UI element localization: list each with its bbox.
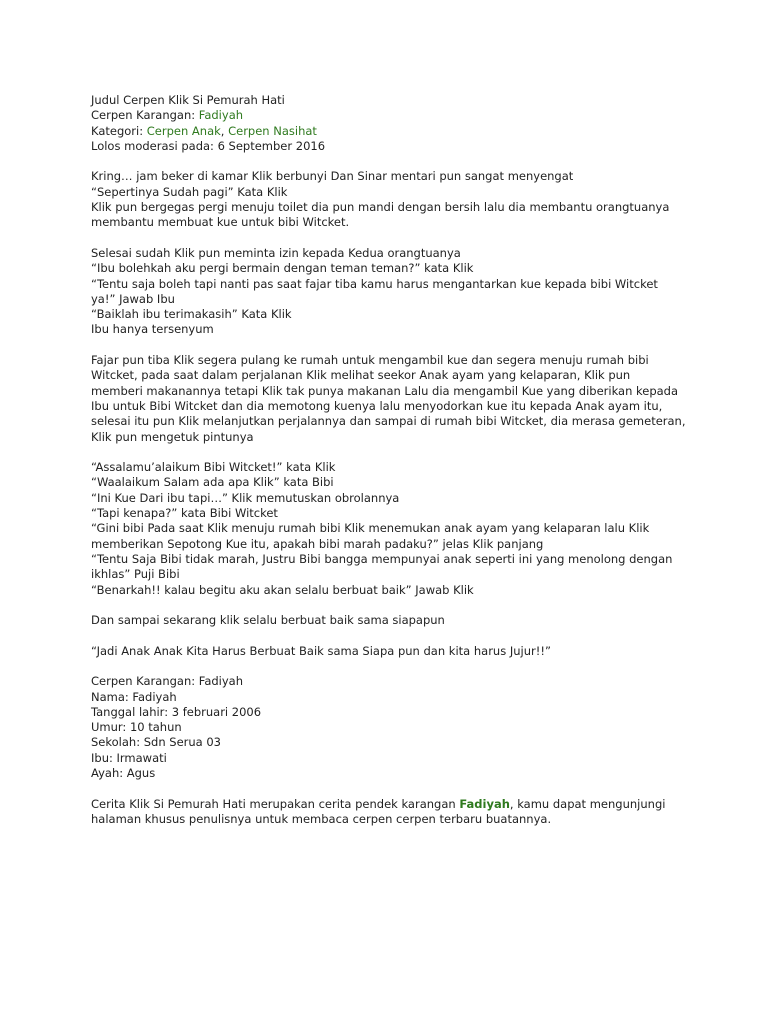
story-header: [91, 93, 691, 154]
footer-author-link[interactable]: Fadiyah: [459, 796, 510, 811]
category-separator: ,: [220, 123, 229, 138]
story-paragraph-2: [91, 246, 691, 338]
paragraph-gap: [91, 338, 691, 353]
author-line: [91, 108, 691, 123]
bio-line: Umur: 10 tahun: [91, 720, 182, 735]
author-link[interactable]: Fadiyah: [198, 108, 244, 123]
bio-line: Ayah: Agus: [91, 766, 156, 781]
category-label: Kategori:: [91, 123, 147, 138]
story-line: ya!” Jawab Ibu: [91, 291, 175, 306]
footer-line-2: halaman khusus penulisnya untuk membaca cerpen cerpen terbaru buatannya.: [91, 811, 552, 826]
paragraph-gap: [91, 781, 691, 796]
story-paragraph-5: Dan sampai sekarang klik selalu berbuat baik sama siapapun: [91, 613, 445, 628]
footer-text-before: Cerita Klik Si Pemurah Hati merupakan cerita pendek karangan: [91, 796, 460, 811]
category-link-anak[interactable]: Cerpen Anak: [146, 123, 221, 138]
author-label: Cerpen Karangan:: [91, 108, 199, 123]
footer-line-1: [91, 797, 691, 812]
category-link-nasihat[interactable]: Cerpen Nasihat: [228, 123, 317, 138]
category-line: [91, 124, 691, 139]
moderation-date-line: Lolos moderasi pada: 6 September 2016: [91, 138, 326, 153]
story-line: Ibu untuk Bibi Witcket dan dia memotong kuenya lalu menyodorkan kue itu kepada Anak ayam itu,: [91, 398, 663, 413]
story-paragraph-3: [91, 353, 691, 445]
bio-line: Cerpen Karangan: Fadiyah: [91, 674, 244, 689]
story-line: “Baiklah ibu terimakasih” Kata Klik: [91, 307, 292, 322]
bio-line: Tanggal lahir: 3 februari 2006: [91, 704, 262, 719]
story-line: Klik pun bergegas pergi menuju toilet dia pun mandi dengan bersih lalu dia membantu orangtuanya: [91, 200, 670, 215]
story-line: “Gini bibi Pada saat Klik menuju rumah bibi Klik menemukan anak ayam yang kelaparan lalu Klik: [91, 521, 650, 536]
story-line: Klik pun mengetuk pintunya: [91, 429, 254, 444]
story-line: “Tapi kenapa?” kata Bibi Witcket: [91, 506, 278, 521]
footer-text-after: , kamu dapat mengunjungi: [509, 796, 666, 811]
story-line: memberi makanannya tetapi Klik tak punya makanan Lalu dia mengambil Kue yang diberikan kepada: [91, 383, 679, 398]
story-line: Witcket, pada saat dalam perjalanan Klik melihat seekor Anak ayam yang kelaparan, Klik pun: [91, 368, 631, 383]
bio-line: Ibu: Irmawati: [91, 750, 167, 765]
paragraph-gap: [91, 445, 691, 460]
story-line: ikhlas” Puji Bibi: [91, 567, 180, 582]
story-line: membantu membuat kue untuk bibi Witcket.: [91, 215, 350, 230]
story-line: “Waalaikum Salam ada apa Klik” kata Bibi: [91, 475, 334, 490]
paragraph-gap: [91, 659, 691, 674]
story-line: Kring… jam beker di kamar Klik berbunyi Dan Sinar mentari pun sangat menyengat: [91, 169, 574, 184]
story-paragraph-1: [91, 169, 691, 230]
story-line: “Tentu saja boleh tapi nanti pas saat fajar tiba kamu harus mengantarkan kue kepada bibi Witcket: [91, 276, 658, 291]
paragraph-gap: [91, 628, 691, 643]
paragraph-gap: [91, 231, 691, 246]
story-line: “Ini Kue Dari ibu tapi…” Klik memutuskan obrolannya: [91, 490, 400, 505]
paragraph-gap: [91, 598, 691, 613]
bio-line: Sekolah: Sdn Serua 03: [91, 735, 221, 750]
paragraph-gap: [91, 154, 691, 169]
story-line: “Benarkah!! kalau begitu aku akan selalu berbuat baik” Jawab Klik: [91, 582, 474, 597]
story-line: selesai itu pun Klik melanjutkan perjalannya dan sampai di rumah bibi Witcket, dia merasa gemeteran,: [91, 414, 686, 429]
story-line: Ibu hanya tersenyum: [91, 322, 214, 337]
story-line: Selesai sudah Klik pun meminta izin kepada Kedua orangtuanya: [91, 245, 461, 260]
bio-line: Nama: Fadiyah: [91, 689, 177, 704]
document-body: [91, 93, 691, 827]
author-bio: [91, 674, 691, 781]
story-line: “Assalamu’alaikum Bibi Witcket!” kata Klik: [91, 460, 336, 475]
story-line: “Tentu Saja Bibi tidak marah, Justru Bibi bangga mempunyai anak seperti ini yang menolong dengan: [91, 551, 673, 566]
story-line: Fajar pun tiba Klik segera pulang ke rumah untuk mengambil kue dan segera menuju rumah bibi: [91, 353, 649, 368]
story-paragraph-4: [91, 460, 691, 598]
footer-note: [91, 797, 691, 828]
story-moral: “Jadi Anak Anak Kita Harus Berbuat Baik sama Siapa pun dan kita harus Jujur!!”: [91, 643, 551, 658]
story-line: memberikan Sepotong Kue itu, apakah bibi marah padaku?” jelas Klik panjang: [91, 536, 544, 551]
story-line: “Sepertinya Sudah pagi” Kata Klik: [91, 184, 288, 199]
story-line: “Ibu bolehkah aku pergi bermain dengan teman teman?” kata Klik: [91, 261, 474, 276]
story-title-line: Judul Cerpen Klik Si Pemurah Hati: [91, 93, 285, 107]
